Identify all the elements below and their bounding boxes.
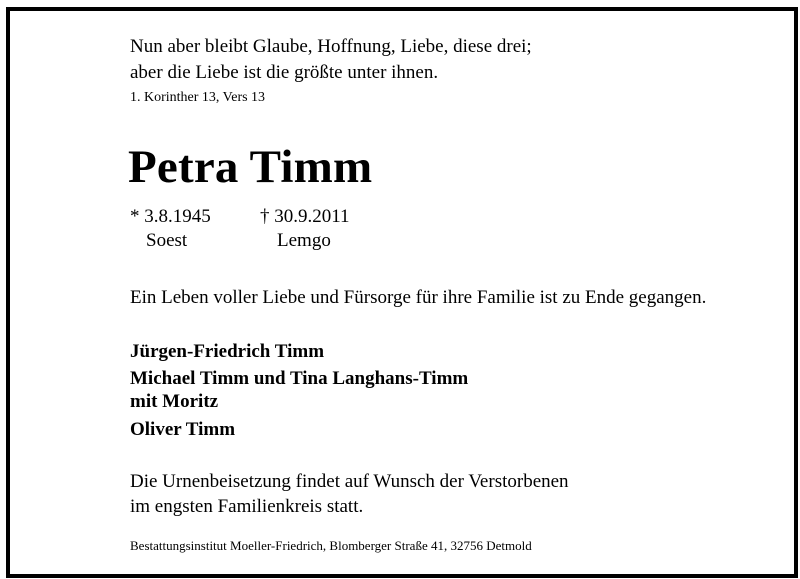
- deceased-name: Petra Timm: [128, 141, 373, 193]
- mourner-name: Michael Timm und Tina Langhans-Timm: [130, 368, 469, 389]
- birth-place: Soest: [146, 230, 188, 251]
- death-place: Lemgo: [277, 230, 331, 251]
- mourner-name: Jürgen-Friedrich Timm: [130, 341, 325, 362]
- bible-verse-line-2: aber die Liebe ist die größte unter ihnen.: [130, 62, 439, 83]
- mourner-name: mit Moritz: [130, 391, 219, 412]
- mourner-name: Oliver Timm: [130, 419, 236, 440]
- burial-notice-line-1: Die Urnenbeisetzung findet auf Wunsch der Verstorbenen: [130, 471, 569, 492]
- tribute-text: Ein Leben voller Liebe und Fürsorge für ihre Familie ist zu Ende gegangen.: [130, 287, 707, 308]
- funeral-home-info: Bestattungsinstitut Moeller-Friedrich, Blomberger Straße 41, 32756 Detmold: [130, 538, 532, 553]
- death-date: † 30.9.2011: [260, 206, 350, 227]
- birth-date: * 3.8.1945: [130, 206, 211, 227]
- burial-notice-line-2: im engsten Familienkreis statt.: [130, 496, 364, 517]
- bible-verse-line-1: Nun aber bleibt Glaube, Hoffnung, Liebe, diese drei;: [130, 36, 532, 57]
- bible-verse-reference: 1. Korinther 13, Vers 13: [130, 90, 266, 105]
